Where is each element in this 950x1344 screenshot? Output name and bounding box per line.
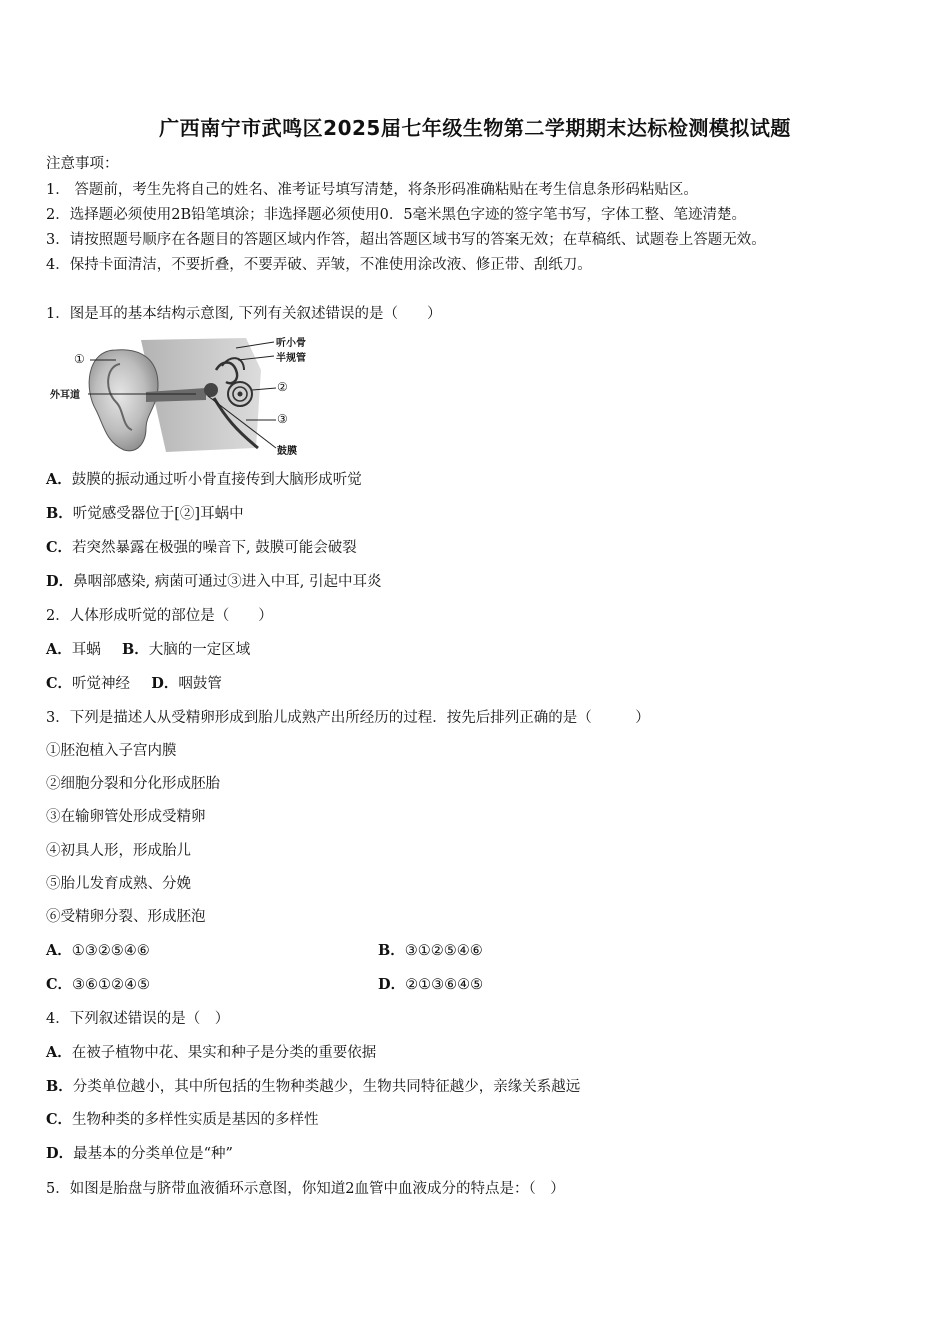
notice-item-2: 2．选择题必须使用2B铅笔填涂；非选择题必须使用0．5毫米黑色字迹的签字笔书写，字体工整、笔迹清楚。 <box>46 207 747 223</box>
question-4-option-d <box>46 1142 233 1163</box>
option-key: C． <box>46 1111 73 1128</box>
option-key: B． <box>378 942 405 959</box>
question-4-option-c <box>46 1108 319 1129</box>
question-3-step-2: ②细胞分裂和分化形成胚胎 <box>46 776 220 792</box>
option-text: 鼻咽部感染, 病菌可通过③进入中耳, 引起中耳炎 <box>73 574 382 590</box>
question-4-stem: 4．下列叙述错误的是（ ） <box>46 1011 230 1027</box>
question-2-options-row-1 <box>46 638 250 659</box>
figure-label-1: ① <box>74 352 85 366</box>
option-text: 分类单位越小，其中所包括的生物种类越少，生物共同特征越少，亲缘关系越远 <box>72 1079 581 1095</box>
question-3-option-a <box>46 939 150 960</box>
option-text: 听觉感受器位于[②]耳蜗中 <box>72 506 244 522</box>
option-key: B． <box>121 641 149 658</box>
option-text: 在被子植物中花、果实和种子是分类的重要依据 <box>71 1045 377 1061</box>
option-key: C． <box>46 675 73 692</box>
figure-label-semicircular-canals: 半规管 <box>276 353 306 364</box>
option-key: B． <box>46 1078 73 1095</box>
question-3-step-6: ⑥受精卵分裂、形成胚泡 <box>46 909 206 925</box>
question-1-stem: 1．图是耳的基本结构示意图, 下列有关叙述错误的是（ ） <box>46 306 442 322</box>
question-3-option-c <box>46 973 150 994</box>
option-text: ③①②⑤④⑥ <box>404 943 483 959</box>
question-3-step-5: ⑤胎儿发育成熟、分娩 <box>46 876 191 892</box>
question-2-options-row-2 <box>46 672 222 693</box>
option-key: A． <box>46 641 72 658</box>
option-key: D． <box>46 1145 74 1162</box>
question-1-option-b <box>46 502 244 523</box>
option-text: 咽鼓管 <box>178 676 222 692</box>
notice-item-3: 3．请按照题号顺序在各题目的答题区域内作答，超出答题区域书写的答案无效；在草稿纸、试题卷上答题无效。 <box>46 232 766 248</box>
question-2-stem: 2．人体形成听觉的部位是（ ） <box>46 608 273 624</box>
option-text: ①③②⑤④⑥ <box>71 943 150 959</box>
figure-label-ear-canal: 外耳道 <box>50 390 80 401</box>
notice-item-1: 1． 答题前，考生先将自己的姓名、准考证号填写清楚，将条形码准确粘贴在考生信息条形码粘贴区。 <box>46 182 698 198</box>
option-text: ③⑥①②④⑤ <box>72 977 151 993</box>
option-text: ②①③⑥④⑤ <box>405 977 484 993</box>
question-1-option-c <box>46 536 357 557</box>
option-key: A． <box>46 942 72 959</box>
question-4-option-a <box>46 1041 376 1062</box>
question-3-step-4: ④初具人形，形成胎儿 <box>46 843 191 859</box>
option-key: D． <box>46 573 74 590</box>
option-key: D． <box>151 675 179 692</box>
question-3-stem: 3．下列是描述人从受精卵形成到胎儿成熟产出所经历的过程．按先后排列正确的是（ ） <box>46 710 650 726</box>
option-key: D． <box>378 976 406 993</box>
option-text: 听觉神经 <box>72 676 131 692</box>
page-title: 广西南宁市武鸣区2025届七年级生物第二学期期末达标检测模拟试题 <box>159 116 791 140</box>
option-text: 大脑的一定区域 <box>148 642 251 658</box>
option-text: 最基本的分类单位是“种” <box>73 1146 233 1162</box>
figure-label-ossicles: 听小骨 <box>276 338 306 349</box>
question-1-option-d <box>46 570 382 591</box>
question-3-option-d <box>378 973 483 994</box>
option-text: 若突然暴露在极强的噪音下, 鼓膜可能会破裂 <box>72 540 357 556</box>
figure-label-3: ③ <box>277 412 288 426</box>
option-key: B． <box>46 505 73 522</box>
question-1-option-a <box>46 468 362 489</box>
option-key: A． <box>46 471 72 488</box>
question-5-stem: 5．如图是胎盘与脐带血液循环示意图，你知道2血管中血液成分的特点是：（ ） <box>46 1181 565 1197</box>
notice-item-4: 4．保持卡面清洁，不要折叠，不要弄破、弄皱，不准使用涂改液、修正带、刮纸刀。 <box>46 257 592 273</box>
option-key: C． <box>46 539 73 556</box>
option-key: C． <box>46 976 73 993</box>
option-text: 鼓膜的振动通过听小骨直接传到大脑形成听觉 <box>71 472 362 488</box>
figure-label-2: ② <box>277 380 288 394</box>
question-3-step-1: ①胚泡植入子宫内膜 <box>46 743 177 759</box>
option-text: 生物种类的多样性实质是基因的多样性 <box>72 1112 319 1128</box>
option-key: A． <box>46 1044 72 1061</box>
notice-heading: 注意事项： <box>46 156 119 172</box>
question-4-option-b <box>46 1075 580 1096</box>
ear-structure-figure <box>46 330 314 458</box>
question-3-step-3: ③在输卵管处形成受精卵 <box>46 809 206 825</box>
figure-label-eardrum: 鼓膜 <box>277 446 297 457</box>
option-text: 耳蜗 <box>71 642 101 658</box>
question-3-option-b <box>378 939 483 960</box>
